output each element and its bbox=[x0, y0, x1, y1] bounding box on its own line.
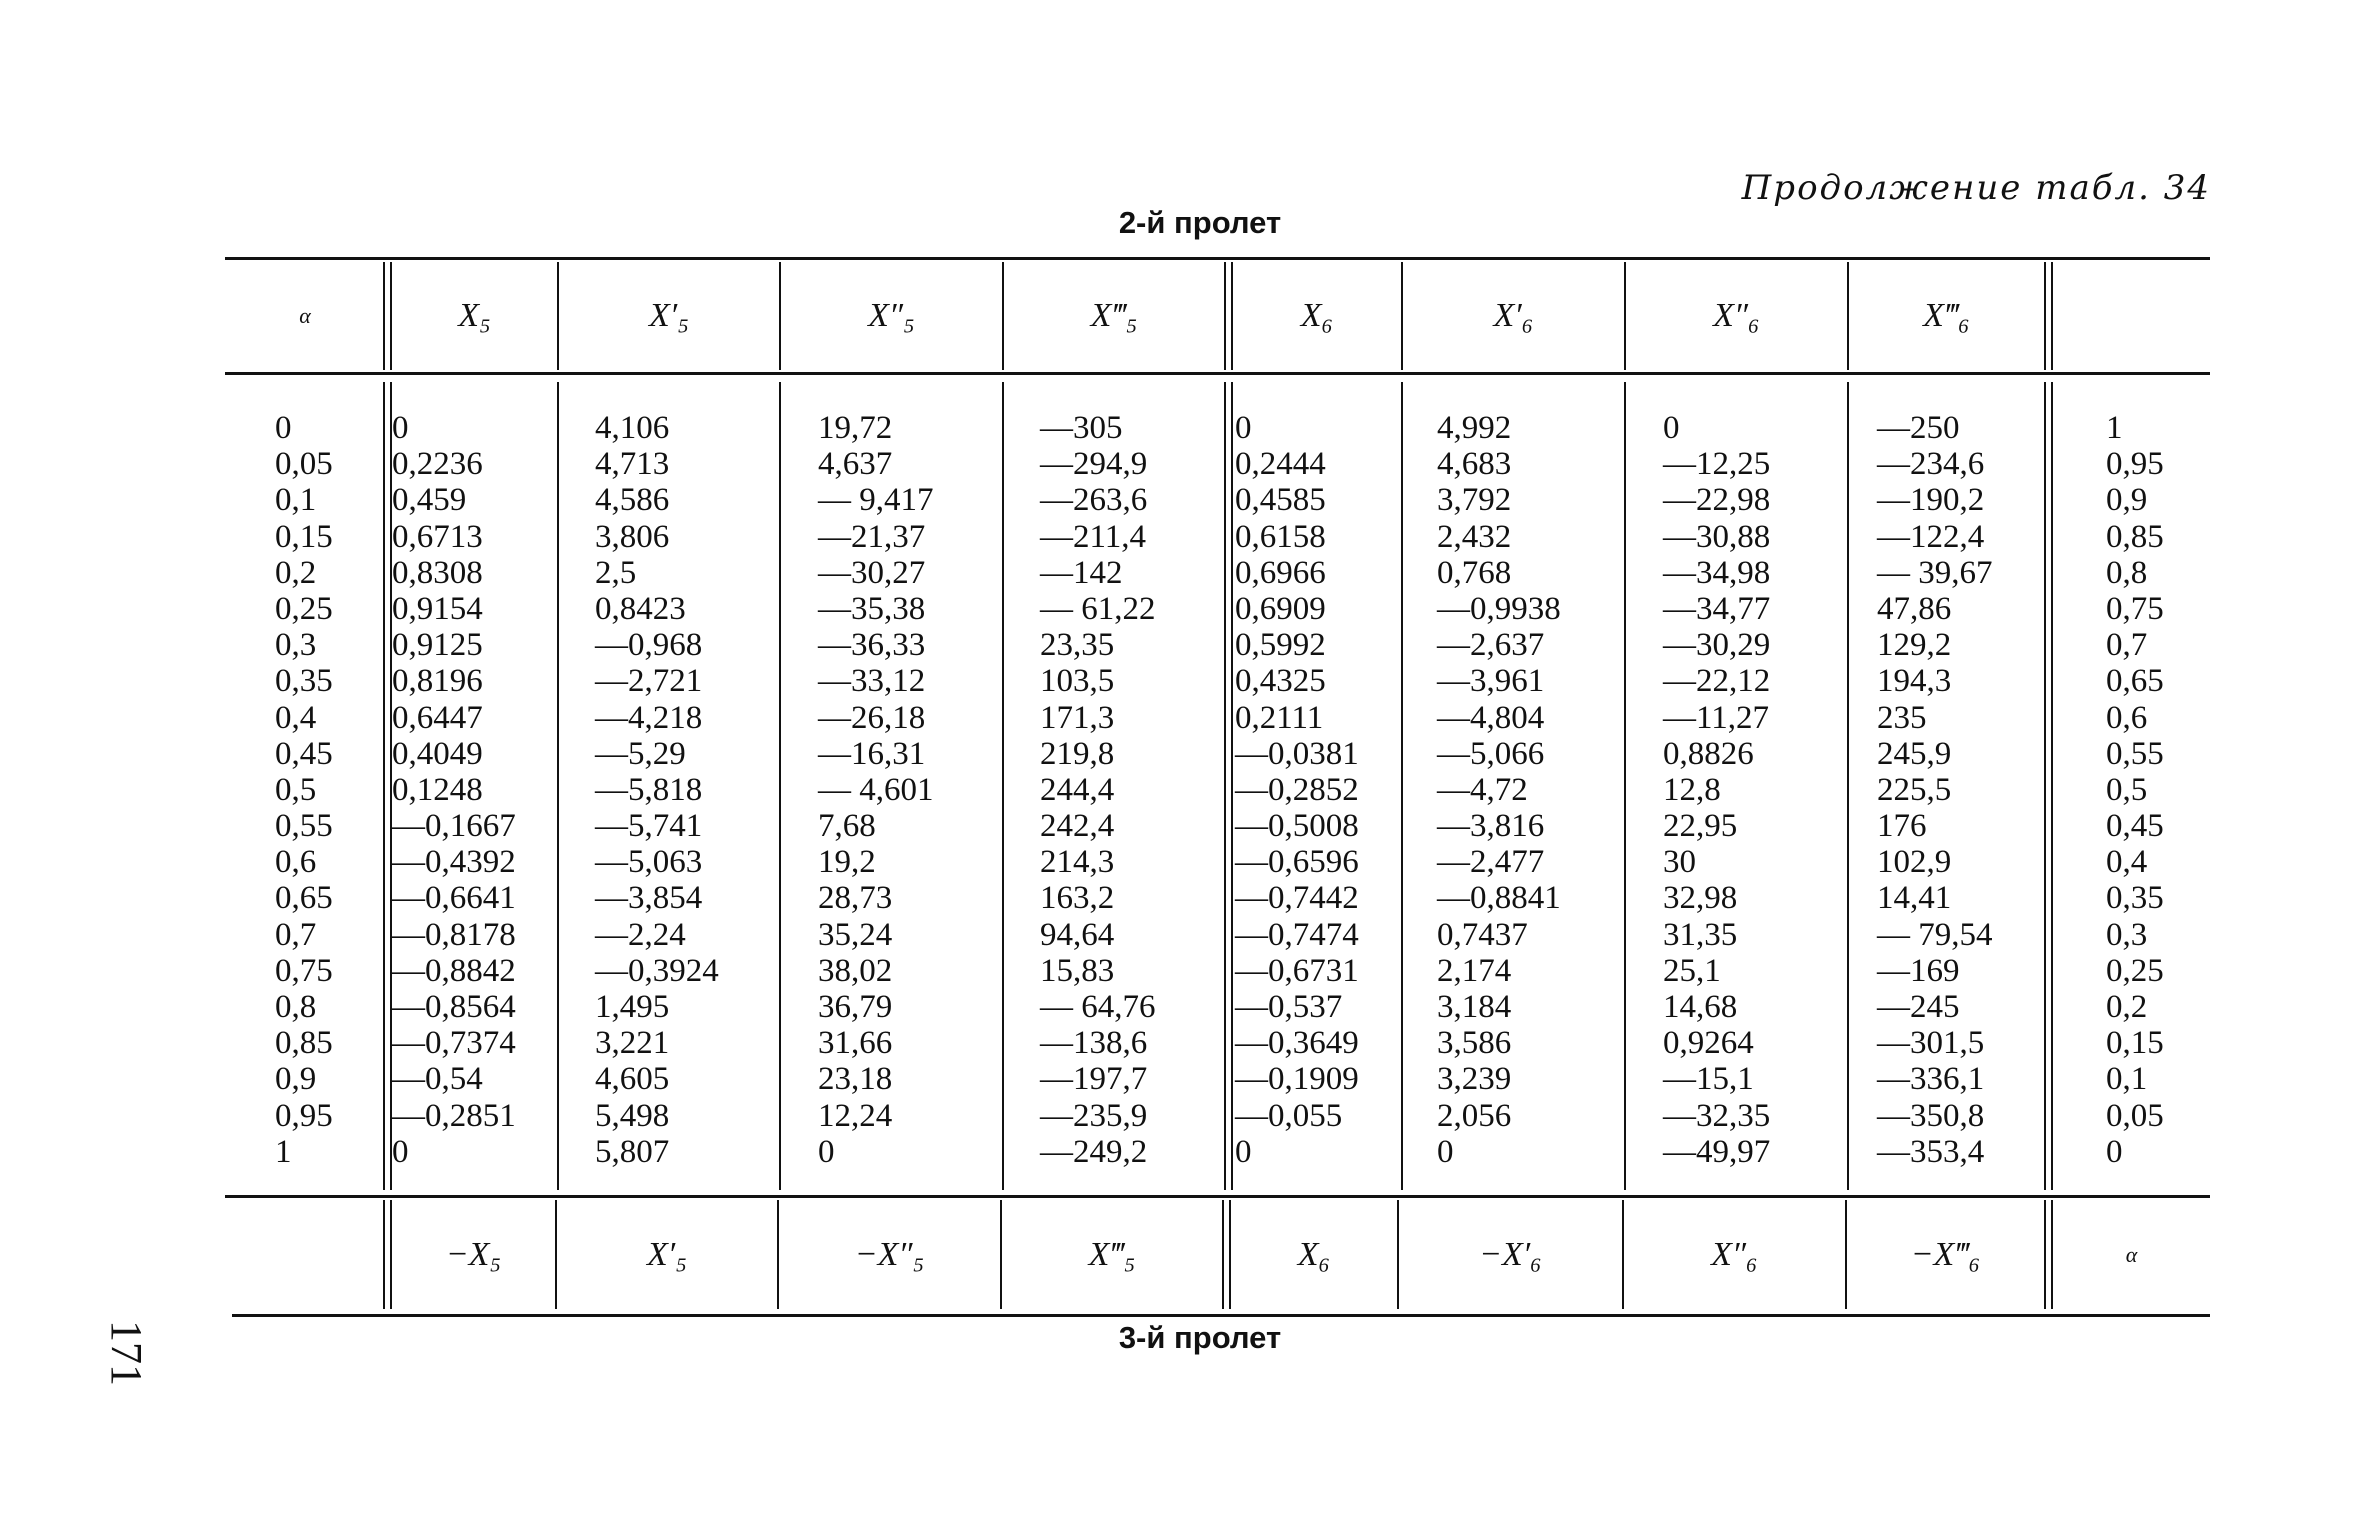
table-cell: — 4,601 bbox=[818, 771, 934, 808]
table-cell: 0,7437 bbox=[1437, 916, 1528, 953]
table-cell: —3,854 bbox=[595, 880, 703, 917]
table-cell: —3,816 bbox=[1437, 808, 1545, 845]
table-cell: 5,498 bbox=[595, 1097, 670, 1134]
table-cell: 0,35 bbox=[2106, 880, 2164, 917]
table-cell: 0,6 bbox=[2106, 699, 2148, 736]
table-cell: —33,12 bbox=[818, 663, 926, 700]
table-cell: 23,18 bbox=[818, 1061, 893, 1098]
table-cell: —0,7474 bbox=[1235, 916, 1359, 953]
table-cell: —0,5008 bbox=[1235, 808, 1359, 845]
body-divider bbox=[779, 382, 781, 1190]
table-cell: 0,8 bbox=[275, 989, 317, 1025]
table-cell: 36,79 bbox=[818, 989, 893, 1025]
table-cell: 0,5992 bbox=[1235, 627, 1326, 664]
table-cell: —30,27 bbox=[818, 554, 926, 591]
table-cell: 0,8 bbox=[2106, 554, 2148, 591]
header-x5: X₅ bbox=[458, 297, 491, 334]
table-cell: 2,5 bbox=[595, 554, 637, 591]
table-cell: 0,768 bbox=[1437, 554, 1512, 591]
table-cell: 4,637 bbox=[818, 446, 893, 483]
table-cell: —22,98 bbox=[1663, 482, 1771, 519]
table-cell: —0,9938 bbox=[1437, 590, 1561, 627]
table-cell: —0,6731 bbox=[1235, 952, 1359, 989]
table-cell: 103,5 bbox=[1040, 663, 1115, 700]
table-cell: 2,174 bbox=[1437, 952, 1512, 989]
body-divider bbox=[1847, 382, 1849, 1190]
table-cell: 0,7 bbox=[275, 916, 317, 953]
column-x5-prime bbox=[595, 410, 719, 1170]
footer-x5-prime: X′₅ bbox=[646, 1235, 688, 1273]
table-cell: 0 bbox=[1235, 410, 1252, 446]
table-cell: 0,45 bbox=[275, 735, 333, 772]
header-alpha: α bbox=[299, 303, 311, 328]
table-cell: 3,792 bbox=[1437, 482, 1512, 519]
table-cell: — 9,417 bbox=[818, 482, 934, 519]
table-cell: 219,8 bbox=[1040, 735, 1115, 772]
table-cell: —294,9 bbox=[1040, 446, 1148, 483]
table-cell: 0,5 bbox=[2106, 771, 2148, 808]
table-cell: 0,9 bbox=[2106, 482, 2148, 519]
table-cell: —2,24 bbox=[595, 916, 686, 953]
footer-divider-double bbox=[2044, 1200, 2053, 1309]
table-cell: —15,1 bbox=[1663, 1061, 1754, 1098]
header-x5-triple-prime: X‴₅ bbox=[1090, 297, 1138, 334]
table-cell: —142 bbox=[1040, 554, 1123, 591]
table-cell: 0,3 bbox=[2106, 916, 2148, 953]
header-empty bbox=[2053, 262, 2210, 370]
footer-empty bbox=[230, 1200, 380, 1309]
table-cell: 25,1 bbox=[1663, 952, 1721, 989]
table-cell: 0,8308 bbox=[392, 554, 483, 591]
footer-x5-triple-prime: X‴₅ bbox=[1088, 1235, 1136, 1273]
table-cell: 0,6713 bbox=[392, 518, 483, 555]
table-cell: —32,35 bbox=[1663, 1097, 1771, 1134]
table-cell: 0,2 bbox=[2106, 989, 2148, 1025]
table-cell: —0,7374 bbox=[392, 1025, 516, 1062]
header-divider-double bbox=[383, 262, 392, 370]
table-cell: —350,8 bbox=[1877, 1097, 1985, 1134]
table-cell: 0,4585 bbox=[1235, 482, 1326, 519]
table-cell: 225,5 bbox=[1877, 771, 1952, 808]
table-cell: —0,1667 bbox=[392, 808, 516, 845]
table-cell: 28,73 bbox=[818, 880, 893, 917]
table-cell: —30,29 bbox=[1663, 627, 1771, 664]
table-cell: —234,6 bbox=[1877, 446, 1985, 483]
top-span-title: 2-й пролет bbox=[1118, 205, 1282, 240]
table-cell: 0,55 bbox=[2106, 735, 2164, 772]
table-cell: 0,1 bbox=[275, 482, 317, 519]
body-bottom-rule bbox=[225, 1195, 2210, 1198]
column-x5 bbox=[392, 410, 516, 1170]
table-cell: 0,8196 bbox=[392, 663, 483, 700]
footer-x6-double-prime: X″₆ bbox=[1711, 1235, 1758, 1273]
table-cell: 0 bbox=[1437, 1133, 1454, 1170]
table-cell: 5,807 bbox=[595, 1133, 670, 1170]
table-cell: 0,9154 bbox=[392, 590, 483, 627]
table-cell: 0,4325 bbox=[1235, 663, 1326, 700]
table-cell: 0,85 bbox=[2106, 518, 2164, 555]
column-x5-double-prime bbox=[818, 410, 934, 1170]
body-divider bbox=[1624, 382, 1626, 1190]
table-cell: —138,6 bbox=[1040, 1025, 1148, 1062]
column-alpha bbox=[275, 410, 333, 1170]
table-cell: 12,24 bbox=[818, 1097, 893, 1134]
table-cell: 1,495 bbox=[595, 989, 670, 1025]
header-divider-double bbox=[1224, 262, 1233, 370]
table-cell: 0,8826 bbox=[1663, 735, 1754, 772]
table-cell: 4,586 bbox=[595, 482, 670, 519]
table-cell: 4,992 bbox=[1437, 410, 1512, 446]
table-cell: 0,75 bbox=[2106, 590, 2164, 627]
table-cell: —0,3649 bbox=[1235, 1025, 1359, 1062]
table-cell: —0,2852 bbox=[1235, 771, 1359, 808]
table-cell: —0,7442 bbox=[1235, 880, 1359, 917]
header-x6-double-prime: X″₆ bbox=[1713, 297, 1760, 334]
table-cell: —353,4 bbox=[1877, 1133, 1985, 1170]
column-x6-triple-prime bbox=[1877, 410, 1993, 1170]
table-cell: — 64,76 bbox=[1040, 989, 1156, 1025]
table-cell: —0,0381 bbox=[1235, 735, 1359, 772]
table-cell: 0,9125 bbox=[392, 627, 483, 664]
table-cell: 38,02 bbox=[818, 952, 893, 989]
table-cell: 23,35 bbox=[1040, 627, 1115, 664]
table-cell: — 79,54 bbox=[1877, 916, 1993, 953]
table-cell: —0,1909 bbox=[1235, 1061, 1359, 1098]
body-divider bbox=[1002, 382, 1004, 1190]
table-cell: 7,68 bbox=[818, 808, 876, 845]
table-cell: 22,95 bbox=[1663, 808, 1738, 845]
table-cell: —2,477 bbox=[1437, 844, 1545, 881]
table-cell: 1 bbox=[275, 1133, 292, 1170]
body-divider-double bbox=[1224, 382, 1233, 1190]
table-cell: —12,25 bbox=[1663, 446, 1771, 483]
table-cell: 3,586 bbox=[1437, 1025, 1512, 1062]
column-x6-double-prime bbox=[1663, 410, 1770, 1170]
table-cell: 0 bbox=[275, 410, 292, 446]
table-cell: 0,6966 bbox=[1235, 554, 1326, 591]
header-x6-prime: X′₆ bbox=[1493, 297, 1534, 334]
header-divider-double bbox=[2044, 262, 2053, 370]
table-cell: —0,6641 bbox=[392, 880, 516, 917]
table-cell: —5,063 bbox=[595, 844, 703, 881]
table-cell: —211,4 bbox=[1040, 518, 1147, 555]
table-cell: 0,5 bbox=[275, 771, 317, 808]
table-cell: 0,8423 bbox=[595, 590, 686, 627]
table-cell: — 39,67 bbox=[1877, 554, 1993, 591]
table-cell: —0,8564 bbox=[392, 989, 516, 1025]
column-x5-triple-prime bbox=[1040, 410, 1156, 1170]
table-cell: 0 bbox=[1235, 1133, 1252, 1170]
column-x6-prime bbox=[1437, 410, 1561, 1170]
table-cell: —0,8842 bbox=[392, 952, 516, 989]
table-cell: 0,45 bbox=[2106, 808, 2164, 845]
body-divider-double bbox=[2044, 382, 2053, 1190]
table-cell: 0,75 bbox=[275, 952, 333, 989]
table-cell: —305 bbox=[1040, 410, 1123, 446]
table-cell: 14,68 bbox=[1663, 989, 1738, 1025]
table-cell: 0,9 bbox=[275, 1061, 317, 1098]
table-cell: 0,95 bbox=[2106, 446, 2164, 483]
table-cell: 0,65 bbox=[2106, 663, 2164, 700]
table-cell: —122,4 bbox=[1877, 518, 1985, 555]
body-divider bbox=[557, 382, 559, 1190]
table-cell: 0,2 bbox=[275, 554, 317, 591]
table-cell: 0,55 bbox=[275, 808, 333, 845]
header-x5-prime: X′₅ bbox=[648, 297, 690, 334]
table-cell: —0,055 bbox=[1235, 1097, 1343, 1134]
header-x6-triple-prime: X‴₆ bbox=[1923, 297, 1970, 334]
table-cell: —301,5 bbox=[1877, 1025, 1985, 1062]
table-cell: —5,29 bbox=[595, 735, 686, 772]
table-cell: 0,05 bbox=[275, 446, 333, 483]
table-cell: —35,38 bbox=[818, 590, 926, 627]
table-cell: 0,1248 bbox=[392, 771, 483, 808]
table-cell: 31,35 bbox=[1663, 916, 1738, 953]
table-cell: 3,806 bbox=[595, 518, 670, 555]
table-cell: 2,056 bbox=[1437, 1097, 1512, 1134]
table-cell: 0,6158 bbox=[1235, 518, 1326, 555]
table-cell: —0,4392 bbox=[392, 844, 516, 881]
table-cell: —30,88 bbox=[1663, 518, 1771, 555]
table-caption: Продолжение табл. 34 bbox=[1741, 168, 2211, 208]
table-cell: 0 bbox=[2106, 1133, 2123, 1170]
table-cell: —11,27 bbox=[1663, 699, 1770, 736]
table-cell: —0,2851 bbox=[392, 1097, 516, 1134]
table-cell: —4,72 bbox=[1437, 771, 1528, 808]
table-cell: 0 bbox=[392, 410, 409, 446]
footer-minus-x6-prime: −X′₆ bbox=[1479, 1235, 1542, 1273]
table-cell: —4,218 bbox=[595, 699, 703, 736]
table-cell: —0,537 bbox=[1235, 989, 1343, 1025]
table-cell: 176 bbox=[1877, 808, 1927, 845]
table-cell: —197,7 bbox=[1040, 1061, 1148, 1098]
table-cell: 214,3 bbox=[1040, 844, 1115, 881]
footer-minus-x5: −X₅ bbox=[445, 1235, 502, 1273]
table-cell: —336,1 bbox=[1877, 1061, 1985, 1098]
table-cell: 0,2111 bbox=[1235, 699, 1324, 736]
column-x6 bbox=[1235, 410, 1359, 1170]
table-cell: —0,968 bbox=[595, 627, 703, 664]
table-cell: 3,184 bbox=[1437, 989, 1512, 1025]
table-cell: 0,459 bbox=[392, 482, 467, 519]
table-cell: 163,2 bbox=[1040, 880, 1115, 917]
table-cell: —235,9 bbox=[1040, 1097, 1148, 1134]
table-cell: —3,961 bbox=[1437, 663, 1545, 700]
table-cell: —263,6 bbox=[1040, 482, 1148, 519]
table-top-rule bbox=[225, 257, 2210, 260]
table-cell: —36,33 bbox=[818, 627, 926, 664]
table-cell: — 61,22 bbox=[1040, 590, 1156, 627]
table-cell: 4,683 bbox=[1437, 446, 1512, 483]
table-cell: 0 bbox=[818, 1133, 835, 1170]
header-x5-double-prime: X″₅ bbox=[868, 297, 915, 334]
table-cell: 0,2236 bbox=[392, 446, 483, 483]
table-cell: 0,65 bbox=[275, 880, 333, 917]
column-alpha-right bbox=[2106, 410, 2164, 1170]
table-cell: 0,4049 bbox=[392, 735, 483, 772]
table-cell: 47,86 bbox=[1877, 590, 1952, 627]
table-cell: 0,6447 bbox=[392, 699, 483, 736]
table-cell: —249,2 bbox=[1040, 1133, 1148, 1170]
table-cell: —26,18 bbox=[818, 699, 926, 736]
table-cell: 15,83 bbox=[1040, 952, 1115, 989]
bottom-span-title: 3-й пролет bbox=[1118, 1320, 1282, 1355]
table-cell: —0,8178 bbox=[392, 916, 516, 953]
table-cell: 129,2 bbox=[1877, 627, 1952, 664]
footer-x6: X₆ bbox=[1297, 1235, 1331, 1273]
table-cell: 0 bbox=[1663, 410, 1680, 446]
table-cell: 19,2 bbox=[818, 844, 876, 881]
table-cell: —0,3924 bbox=[595, 952, 719, 989]
table-cell: 0,4 bbox=[275, 699, 317, 736]
table-cell: 12,8 bbox=[1663, 771, 1721, 808]
table-cell: 3,239 bbox=[1437, 1061, 1512, 1098]
table-cell: 235 bbox=[1877, 699, 1927, 736]
footer-divider-double bbox=[1222, 1200, 1231, 1309]
table-cell: —5,741 bbox=[595, 808, 703, 845]
table-cell: —0,8841 bbox=[1437, 880, 1561, 917]
table-cell: 19,72 bbox=[818, 410, 893, 446]
table-cell: —34,98 bbox=[1663, 554, 1771, 591]
header-bottom-rule bbox=[225, 372, 2210, 375]
footer-alpha: α bbox=[2125, 1241, 2138, 1267]
footer-minus-x6-triple-prime: −X‴₆ bbox=[1910, 1235, 1981, 1273]
table-cell: —2,637 bbox=[1437, 627, 1545, 664]
table-cell: —2,721 bbox=[595, 663, 703, 700]
header-x6: X₆ bbox=[1300, 297, 1334, 334]
table-cell: 0,15 bbox=[2106, 1025, 2164, 1062]
table-cell: 0,4 bbox=[2106, 844, 2148, 881]
table-cell: —34,77 bbox=[1663, 590, 1771, 627]
table-cell: 0,6 bbox=[275, 844, 317, 881]
table-cell: 30 bbox=[1663, 844, 1696, 881]
table-cell: 1 bbox=[2106, 410, 2123, 446]
table-cell: —250 bbox=[1877, 410, 1960, 446]
table-cell: —5,066 bbox=[1437, 735, 1545, 772]
table-cell: —16,31 bbox=[818, 735, 926, 772]
table-cell: 0,35 bbox=[275, 663, 333, 700]
table-cell: 0,3 bbox=[275, 627, 317, 664]
table-cell: 94,64 bbox=[1040, 916, 1115, 953]
table-cell: 35,24 bbox=[818, 916, 893, 953]
table-cell: 0,85 bbox=[275, 1025, 333, 1062]
page-number: 171 bbox=[102, 1320, 151, 1386]
table-cell: 0,25 bbox=[2106, 952, 2164, 989]
table-cell: 244,4 bbox=[1040, 771, 1115, 808]
table-cell: —21,37 bbox=[818, 518, 926, 555]
body-divider-double bbox=[383, 382, 392, 1190]
table-cell: 194,3 bbox=[1877, 663, 1952, 700]
table-cell: —22,12 bbox=[1663, 663, 1771, 700]
table-cell: 245,9 bbox=[1877, 735, 1952, 772]
table-cell: 0,1 bbox=[2106, 1061, 2148, 1098]
table-cell: —0,54 bbox=[392, 1061, 483, 1098]
table-cell: 4,106 bbox=[595, 410, 670, 446]
table-cell: —169 bbox=[1877, 952, 1960, 989]
table-cell: 32,98 bbox=[1663, 880, 1738, 917]
table-cell: 171,3 bbox=[1040, 699, 1115, 736]
table-cell: —190,2 bbox=[1877, 482, 1985, 519]
table-cell: 4,605 bbox=[595, 1061, 670, 1098]
table-cell: 0,9264 bbox=[1663, 1025, 1754, 1062]
table-cell: 4,713 bbox=[595, 446, 670, 483]
table-cell: 0,95 bbox=[275, 1097, 333, 1134]
table-cell: —245 bbox=[1877, 989, 1960, 1025]
footer-divider-double bbox=[383, 1200, 392, 1309]
table-cell: 0,25 bbox=[275, 590, 333, 627]
table-cell: 0,2444 bbox=[1235, 446, 1326, 483]
table-bottom-rule bbox=[232, 1314, 2210, 1317]
table-cell: —0,6596 bbox=[1235, 844, 1359, 881]
table-cell: 242,4 bbox=[1040, 808, 1115, 845]
table-cell: 0,7 bbox=[2106, 627, 2148, 664]
table-cell: —4,804 bbox=[1437, 699, 1545, 736]
table-cell: 0,05 bbox=[2106, 1097, 2164, 1134]
body-divider bbox=[1401, 382, 1403, 1190]
table-cell: 102,9 bbox=[1877, 844, 1952, 881]
table-cell: 14,41 bbox=[1877, 880, 1952, 917]
table-cell: 0,15 bbox=[275, 518, 333, 555]
table-cell: 0 bbox=[392, 1133, 409, 1170]
table-cell: 3,221 bbox=[595, 1025, 670, 1062]
table-cell: —49,97 bbox=[1663, 1133, 1771, 1170]
table-cell: 0,6909 bbox=[1235, 590, 1326, 627]
footer-minus-x5-double-prime: −X″₅ bbox=[854, 1235, 925, 1273]
table-cell: 2,432 bbox=[1437, 518, 1512, 555]
table-cell: 31,66 bbox=[818, 1025, 893, 1062]
table-cell: —5,818 bbox=[595, 771, 703, 808]
